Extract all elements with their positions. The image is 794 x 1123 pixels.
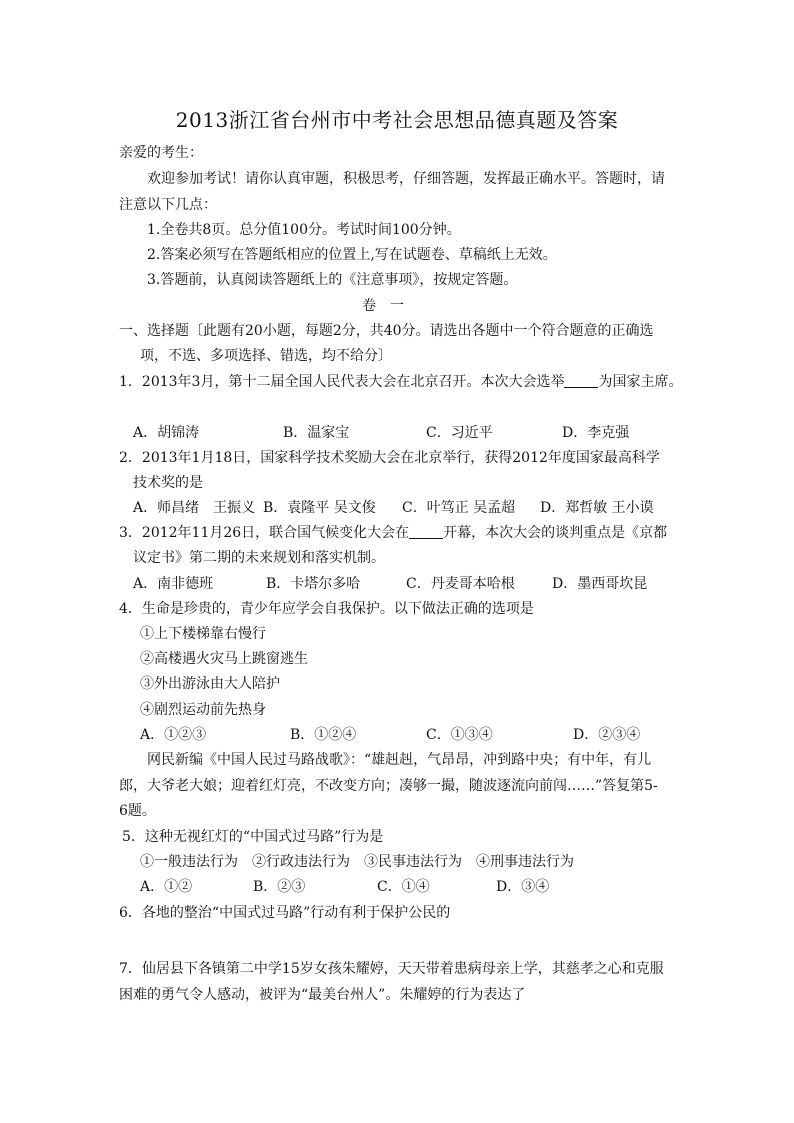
question-3-text-before-blank: 3．2012年11月26日，联合国气候变化大会在	[119, 525, 410, 541]
question-6-stem: 6．各地的整治“中国式过马路”行动有利于保护公民的	[119, 905, 451, 921]
part1-line-2: 项，不选、多项选择、错选，均不给分〕	[140, 348, 392, 364]
q5-option-c: C．①④	[377, 879, 430, 895]
q2-option-c: C．叶笃正 吴孟超	[402, 500, 516, 516]
answer-blank	[409, 524, 443, 539]
intro-line-2: 注意以下几点：	[119, 197, 217, 213]
q2-option-a: A．师昌绪 王振义	[133, 500, 256, 516]
q5-option-d: D．③④	[496, 879, 550, 895]
q1-option-d: D．李克强	[562, 425, 630, 441]
q5-items: ①一般违法行为 ②行政违法行为 ③民事违法行为 ④刑事违法行为	[140, 854, 574, 870]
note-3: 3.答题前，认真阅读答题纸上的《注意事项》，按规定答题。	[147, 272, 518, 288]
q4-option-d: D．②③④	[573, 727, 641, 743]
q3-option-c: C．丹麦哥本哈根	[406, 576, 515, 592]
q1-option-c: C．习近平	[426, 425, 493, 441]
q3-option-a: A．南非德班	[133, 576, 214, 592]
q4-item-4: ④剧烈运动前先热身	[140, 702, 266, 718]
question-1-text-before-blank: 1．2013年3月，第十二届全国人民代表大会在北京召开。本次大会选举	[119, 374, 565, 390]
question-1-stem	[119, 373, 682, 391]
material-line-3: 6题。	[119, 803, 156, 819]
question-5-stem: 5．这种无视红灯的“中国式过马路”行为是	[122, 829, 384, 845]
q4-item-1: ①上下楼梯靠右慢行	[140, 626, 266, 642]
q3-option-d: D．墨西哥坎昆	[552, 576, 648, 592]
question-3-line-2: 议定书》第二期的未来规划和落实机制。	[133, 550, 385, 566]
q4-option-c: C．①③④	[426, 727, 493, 743]
page-title: 2013浙江省台州市中考社会思想品德真题及答案	[175, 108, 619, 132]
question-2-line-1: 2．2013年1月18日，国家科学技术奖励大会在北京举行，获得2012年度国家最高科学	[119, 450, 660, 466]
q3-option-b: B．卡塔尔多哈	[266, 576, 361, 592]
q1-option-a: A．胡锦涛	[133, 425, 200, 441]
q5-option-a: A．①②	[140, 879, 193, 895]
note-1: 1.全卷共8页。总分值100分。考试时间100分钟。	[147, 222, 461, 238]
question-7-line-2: 困难的勇气令人感动，被评为“最美台州人”。朱耀婷的行为表达了	[119, 987, 526, 1003]
q1-option-b: B．温家宝	[283, 425, 350, 441]
material-line-2: 郎，大爷老大娘；迎着红灯亮，不改变方向；凑够一撮，随波逐流向前闯……”答复第5-	[119, 778, 658, 794]
question-1-text-after-blank: 为国家主席。	[598, 374, 683, 390]
question-3-text-after-blank: 开幕，本次大会的谈判重点是《京都	[443, 525, 668, 541]
question-3-line-1	[119, 524, 667, 542]
question-2-line-2: 技术奖的是	[133, 475, 203, 491]
question-4-stem: 4．生命是珍贵的，青少年应学会自我保护。以下做法正确的选项是	[119, 601, 534, 617]
q4-option-a: A．①②③	[140, 727, 207, 743]
q2-option-d: D．郑哲敏 王小谟	[540, 500, 654, 516]
greeting: 亲爱的考生：	[119, 145, 203, 161]
q4-item-3: ③外出游泳由大人陪护	[140, 676, 280, 692]
q5-option-b: B．②③	[253, 879, 306, 895]
answer-blank	[564, 373, 598, 388]
note-2: 2.答案必须写在答题纸相应的位置上,写在试题卷、草稿纸上无效。	[147, 247, 557, 263]
material-line-1: 网民新编《中国人民过马路战歌》：“雄赳赳，气昂昂，冲到路中央；有中年，有儿	[147, 752, 652, 768]
q4-option-b: B．①②④	[290, 727, 357, 743]
question-7-line-1: 7．仙居县下各镇第二中学15岁女孩朱耀婷，天天带着患病母亲上学，其慈孝之心和克服	[119, 961, 664, 977]
part1-line-1: 一、选择题〔此题有20小题，每题2分，共40分。请选出各题中一个符合题意的正确选	[119, 323, 654, 339]
section-heading: 卷 一	[362, 298, 404, 314]
q2-option-b: B．袁隆平 吴文俊	[263, 500, 376, 516]
intro-line-1: 欢迎参加考试！请你认真审题，积极思考，仔细答题，发挥最正确水平。答题时，请	[147, 171, 665, 187]
q4-item-2: ②高楼遇火灾马上跳窗逃生	[140, 651, 308, 667]
